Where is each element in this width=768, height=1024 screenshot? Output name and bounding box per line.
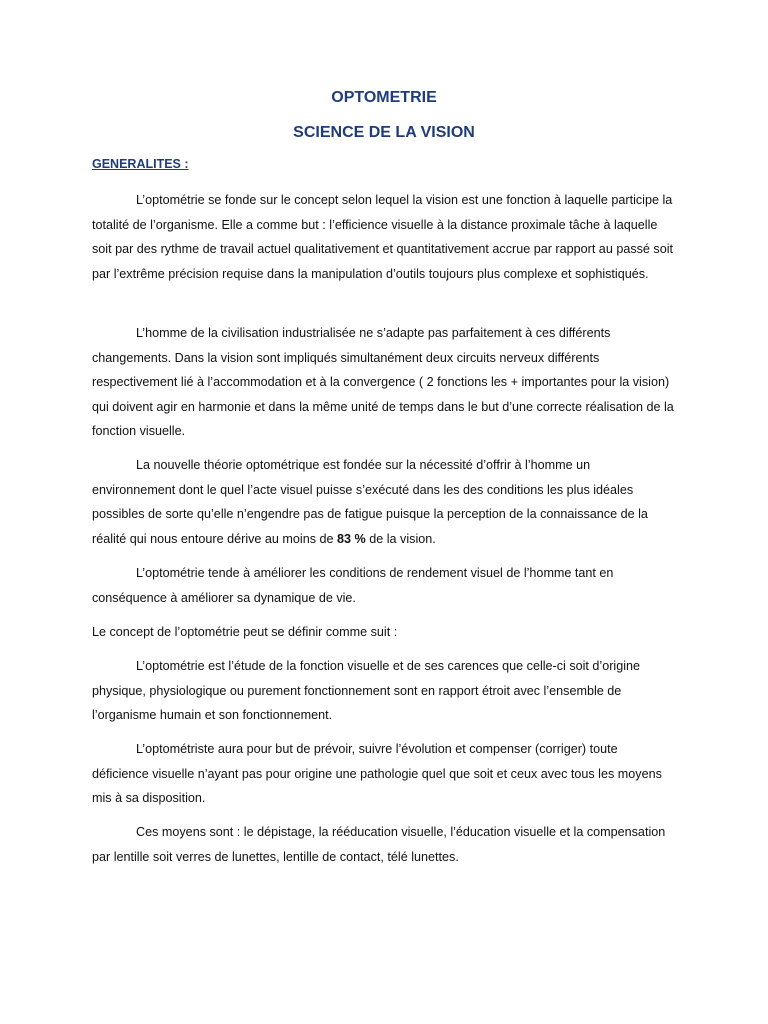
paragraph-3-text-before: La nouvelle théorie optométrique est fondée sur la nécessité d’offrir à l’homme un environnement dont le quel l’acte visuel puisse s’exécuté dans les des conditions les plus idéales possibles de sorte qu’elle n’engendre pas de fatigue puisque la perception de la connaissance de la réalité qui nous entoure dérive au moins de	[92, 458, 648, 546]
paragraph-1-text: L’optométrie se fonde sur le concept selon lequel la vision est une fonction à laquelle participe la totalité de l’organisme. Elle a comme but : l’efficience visuelle à la distance proximale tâche à laquelle soit par des rythme de travail actuel qualitativement et quantitativement accrue par rapport au passé soit par l’extrême précision requise dans la manipulation d’outils toujours plus complexe et sophistiqués.	[92, 193, 674, 281]
paragraph-6	[92, 654, 676, 728]
paragraph-3	[92, 453, 676, 551]
section-heading-generalites: GENERALITES :	[92, 157, 189, 171]
paragraph-2-text: L’homme de la civilisation industrialisée ne s’adapte pas parfaitement à ces différents changements. Dans la vision sont impliqués simultanément deux circuits nerveux différents respectivement lié à l’accommodation et à la convergence ( 2 fonctions les + importantes pour la vision) qui doivent agir en harmonie et dans la même unité de temps dans le but d’une correcte réalisation de la fonction visuelle.	[92, 326, 674, 439]
paragraph-6-text: L’optométrie est l’étude de la fonction visuelle et de ses carences que celle-ci soit d’origine physique, physiologique ou purement fonctionnement sont en rapport étroit avec l’ensemble de l’organisme humain et son fonctionnement.	[92, 659, 641, 723]
paragraph-5: Le concept de l’optométrie peut se définir comme suit :	[92, 625, 398, 639]
paragraph-8-text: Ces moyens sont : le dépistage, la rééducation visuelle, l’éducation visuelle et la compensation par lentille soit verres de lunettes, lentille de contact, télé lunettes.	[92, 825, 666, 864]
document-title: OPTOMETRIE	[331, 89, 437, 106]
paragraph-4	[92, 561, 676, 610]
paragraph-3-text-after: de la vision.	[365, 531, 436, 546]
paragraph-2	[92, 321, 676, 444]
paragraph-3-highlight-percentage: 83 %	[337, 531, 366, 546]
paragraph-7-text: L’optométriste aura pour but de prévoir, suivre l’évolution et compenser (corriger) toute déficience visuelle n’ayant pas pour origine une pathologie quel que soit et ceux avec tous les moyens mis à sa disposition.	[92, 742, 662, 806]
document-subtitle: SCIENCE DE LA VISION	[293, 124, 475, 141]
paragraph-7	[92, 737, 676, 811]
paragraph-4-text: L’optométrie tende à améliorer les conditions de rendement visuel de l’homme tant en conséquence à améliorer sa dynamique de vie.	[92, 566, 614, 605]
paragraph-8	[92, 820, 676, 869]
paragraph-1	[92, 188, 676, 286]
